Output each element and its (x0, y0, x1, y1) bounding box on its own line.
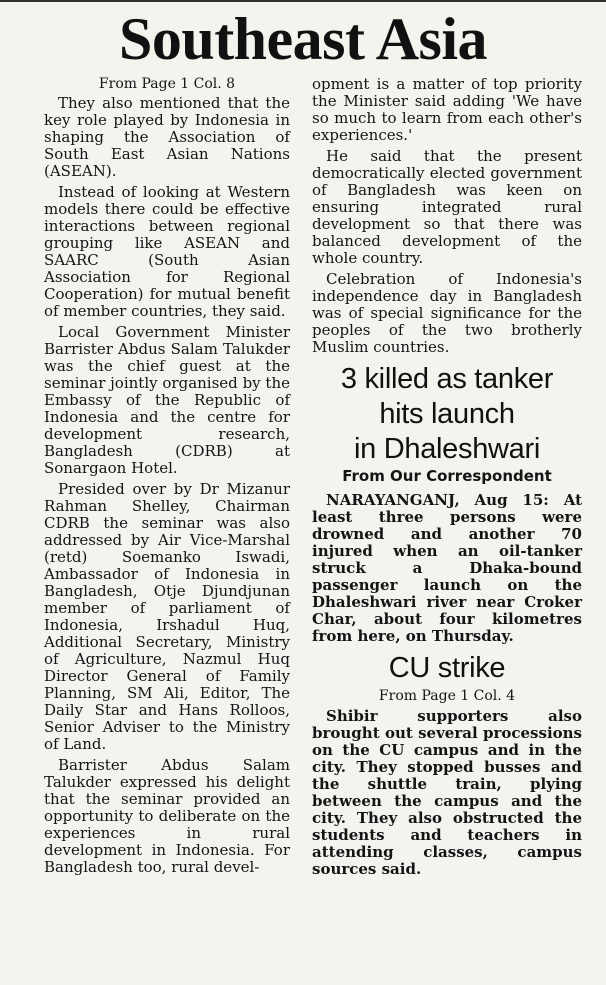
article-paragraph: Presided over by Dr Mizanur Rahman Shelley, Chairman CDRB the seminar was also addressed by Air Vice-Marshal (retd) Soemanko Iswadi, Ambassador of Indonesia in Bangladesh, Otje Djundjunan member of parliament of Indonesia, Irshadul Huq, Additional Secretary, Ministry of Agriculture, Nazmul Huq Director General of Family Planning, SM Ali, Editor, The Daily Star and Hans Rolloos, Senior Adviser to the Ministry of Land. (44, 480, 290, 753)
clipping-top-border (0, 0, 606, 4)
left-column (44, 76, 290, 880)
cu-strike-headline: CU strike (388, 652, 506, 684)
tanker-body (312, 492, 582, 645)
tanker-headline-line: hits launch (379, 398, 515, 430)
article-paragraph: Local Government Minister Barrister Abdus Salam Talukder was the chief guest at the seminar jointly organised by the Embassy of the Republic of Indonesia and the centre for development research, Bangladesh (CDRB) at Sonargaon Hotel. (44, 323, 290, 477)
main-headline: Southeast Asia (118, 6, 488, 72)
article-paragraph: opment is a matter of top priority the Minister said adding 'We have so much to learn from each other's experiences.' (312, 75, 582, 144)
article-paragraph: They also mentioned that the key role played by Indonesia in shaping the Association of South East Asian Nations (ASEAN). (44, 94, 290, 180)
cu-continuation-note: From Page 1 Col. 4 (378, 688, 516, 704)
article-paragraph: He said that the present democratically elected government of Bangladesh was keen on ensuring integrated rural development so that there was balanced development of the whole country. (312, 147, 582, 267)
tanker-headline (312, 362, 582, 467)
continuation-note: From Page 1 Col. 8 (98, 76, 236, 92)
right-column (312, 76, 582, 882)
tanker-body-text: At least three persons were drowned and another 70 injured when an oil-tanker struck a Dhaka-bound passenger launch on the Dhaleshwari river near Croker Char, about four kilometres from here, on Thursday. (312, 491, 583, 645)
article-paragraph: Instead of looking at Western models there could be effective interactions between regional grouping like ASEAN and SAARC (South Asian Association for Regional Cooperation) for mutual benefit of member countries, they said. (44, 183, 290, 320)
tanker-byline: From Our Correspondent (342, 467, 552, 485)
tanker-headline-line: in Dhaleshwari (354, 433, 540, 465)
cu-strike-body: Shibir supporters also brought out several processions on the CU campus and in the city. They stopped busses and the shuttle train, plying between the campus and the city. They also obstructed the students and teachers in attending classes, campus sources said. (312, 707, 582, 878)
tanker-dateline: NARAYANGANJ, Aug 15: (326, 491, 549, 509)
article-paragraph: Barrister Abdus Salam Talukder expressed his delight that the seminar provided an opportunity to deliberate on the experiences in rural development in Indonesia. For Bangladesh too, rural devel- (44, 756, 290, 876)
article-paragraph: Celebration of Indonesia's independence day in Bangladesh was of special significance for the peoples of the two brotherly Muslim countries. (312, 270, 582, 356)
tanker-headline-line: 3 killed as tanker (340, 363, 554, 395)
